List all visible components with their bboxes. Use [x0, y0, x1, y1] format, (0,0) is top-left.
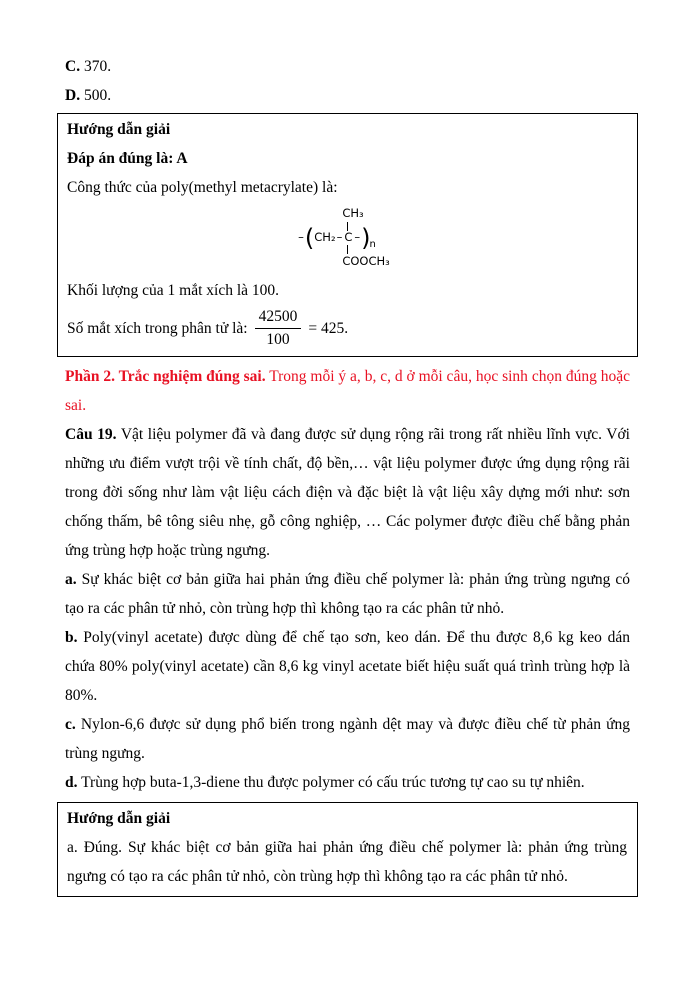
solution-box-2-title: Hướng dẫn giải	[67, 810, 171, 827]
unit-ch2: CH₂	[314, 230, 336, 245]
lead-bond: –	[298, 230, 304, 245]
part2-heading	[65, 362, 630, 420]
formula-intro: Công thức của poly(methyl metacrylate) là:	[67, 179, 338, 196]
fraction-result: = 425.	[308, 319, 349, 337]
item-a-text: Sự khác biệt cơ bản giữa hai phản ứng điều chế polymer là: phản ứng trùng ngưng có tạo ra các phân tử nhỏ, còn trùng hợp thì không tạo ra các phân tử nhỏ.	[65, 571, 630, 617]
item-c-label: c.	[65, 716, 76, 733]
option-c-text: 370.	[83, 58, 112, 75]
option-d	[65, 81, 630, 110]
item-d	[65, 768, 630, 797]
item-a	[65, 565, 630, 623]
count-line	[67, 305, 627, 351]
subscript-n: n	[369, 239, 376, 250]
item-d-label: d.	[65, 774, 78, 791]
tail-bond: –	[354, 230, 361, 245]
bond-h: –	[336, 230, 343, 245]
item-b-text: Poly(vinyl acetate) được dùng để chế tạo sơn, keo dán. Để thu được 8,6 kg keo dán chứa 80% poly(vinyl acetate) cần 8,6 kg vinyl acetate biết hiệu suất quá trình trùng hợp là 80%.	[65, 629, 631, 704]
solution-box-2-text: a. Đúng. Sự khác biệt cơ bản giữa hai phản ứng điều chế polymer là: phản ứng trùng ngưng có tạo ra các phân tử nhỏ, còn trùng hợp thì không tạo ra các phân tử nhỏ.	[67, 839, 627, 885]
option-d-text: 500.	[83, 87, 112, 104]
right-paren: )	[361, 224, 371, 252]
item-a-label: a.	[65, 571, 77, 588]
item-b	[65, 623, 630, 710]
part2-text: Trong mỗi ý a, b, c, d ở mỗi câu, học sinh chọn đúng hoặc sai.	[65, 368, 630, 414]
ester-group: COOCH₃	[342, 254, 390, 269]
fraction	[255, 307, 302, 349]
item-b-label: b.	[65, 629, 78, 646]
question-19-text: Vật liệu polymer đã và đang được sử dụng rộng rãi trong rất nhiều lĩnh vực. Với những ưu điểm vượt trội về tính chất, độ bền,… vật liệu polymer được ứng dụng rộng rãi trong đời sống như làm vật liệu cách điện và đặc biệt là vật liệu xây dựng mới như: sơn chống thấm, bê tông siêu nhẹ, gỗ công nghiệp, … Các polymer được điều chế bằng phản ứng trùng hợp hoặc trùng ngưng.	[65, 426, 630, 559]
question-19-label: Câu 19.	[65, 426, 117, 443]
count-prefix: Số mắt xích trong phân tử là:	[67, 319, 248, 337]
left-paren: (	[304, 224, 315, 252]
solution-box-1-title: Hướng dẫn giải	[67, 121, 171, 138]
item-d-text: Trùng hợp buta-1,3-diene thu được polymer có cấu trúc tương tự cao su tự nhiên.	[81, 774, 585, 791]
carbon-atom: C CH₃ COOCH₃	[342, 206, 390, 269]
chemical-structure-wrap	[67, 202, 627, 276]
solution-box-2	[57, 802, 638, 897]
solution-box-1	[57, 113, 638, 357]
option-c	[65, 52, 630, 81]
question-19	[65, 420, 630, 565]
chemical-structure	[297, 204, 390, 274]
solution-answer-line: Đáp án đúng là: A	[67, 150, 188, 167]
methyl-group: CH₃	[342, 206, 364, 221]
option-c-label: C.	[65, 58, 81, 75]
item-c	[65, 710, 630, 768]
item-c-text: Nylon-6,6 được sử dụng phổ biến trong ngành dệt may và được điều chế từ phản ứng trùng ngưng.	[65, 716, 630, 762]
fraction-numerator: 42500	[255, 307, 302, 328]
part2-label: Phần 2. Trắc nghiệm đúng sai.	[65, 368, 266, 385]
option-d-label: D.	[65, 87, 81, 104]
fraction-denominator: 100	[266, 330, 290, 348]
mass-line: Khối lượng của 1 mắt xích là 100.	[67, 282, 280, 299]
